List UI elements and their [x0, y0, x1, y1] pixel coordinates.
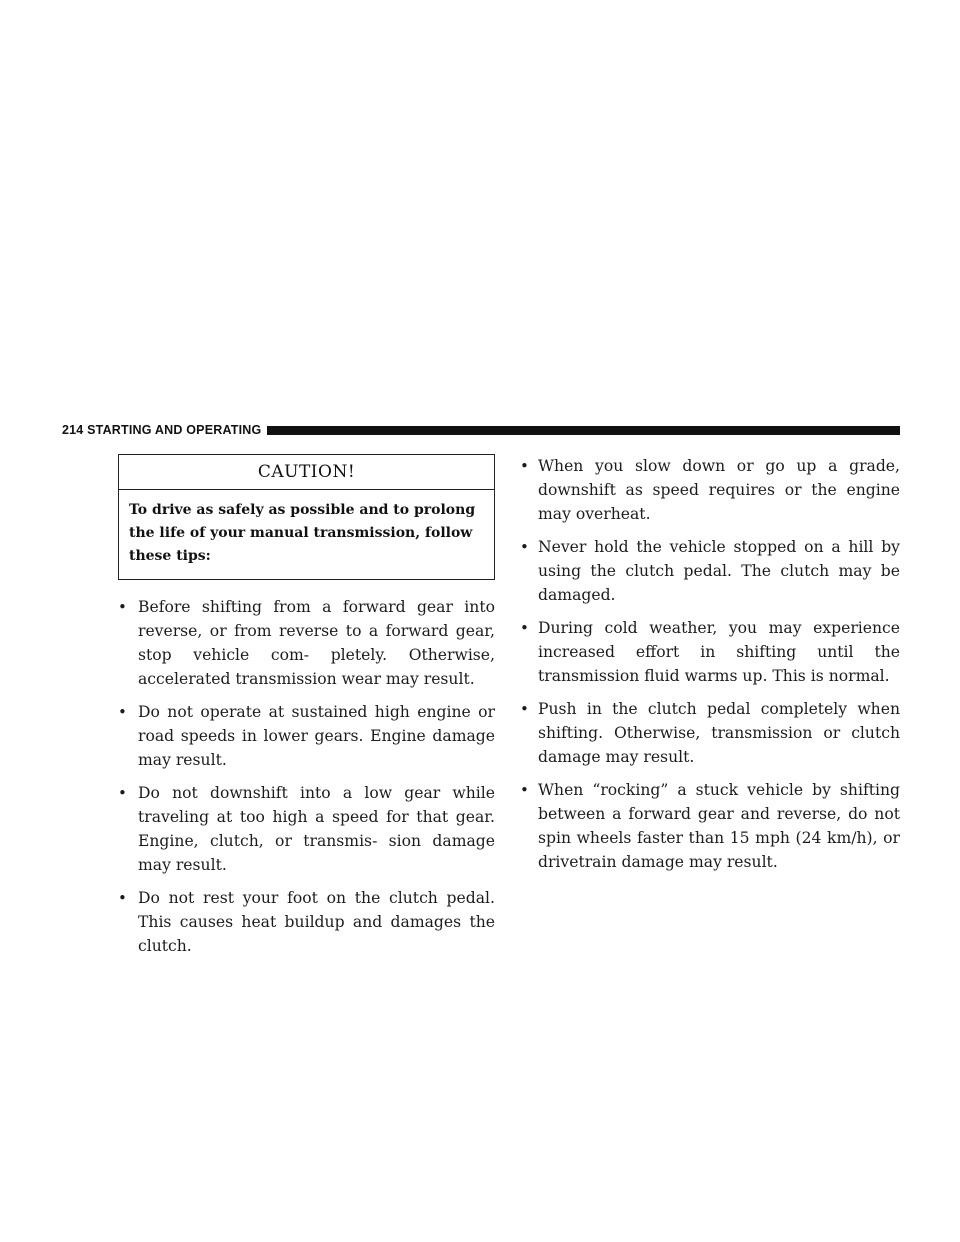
list-item-text: When “rocking” a stuck vehicle by shifting between a forward gear and reverse, do not spin wheels faster than 15 mph (24 km/h), or drivetrain damage may result.	[538, 781, 900, 871]
bullet-icon: •	[520, 457, 529, 475]
list-item-text: When you slow down or go up a grade, downshift as speed requires or the engine may overheat.	[538, 457, 900, 523]
bullet-icon: •	[118, 703, 127, 721]
bullet-icon: •	[520, 538, 529, 556]
caution-title: CAUTION!	[119, 455, 494, 490]
list-item	[118, 781, 495, 877]
caution-body: To drive as safely as possible and to prolong the life of your manual transmission, follow these tips:	[129, 502, 476, 564]
left-bullet-list	[118, 595, 495, 958]
right-column	[519, 454, 900, 883]
list-item	[118, 595, 495, 691]
list-item	[519, 616, 900, 688]
bullet-icon: •	[520, 619, 529, 637]
page-header	[62, 423, 900, 437]
list-item-text: Do not operate at sustained high engine or road speeds in lower gears. Engine damage may result.	[138, 703, 495, 769]
list-item	[519, 535, 900, 607]
list-item-text: Do not rest your foot on the clutch pedal. This causes heat buildup and damages the clutch.	[138, 889, 495, 955]
list-item	[519, 778, 900, 874]
bullet-icon: •	[118, 889, 127, 907]
bullet-icon: •	[118, 784, 127, 802]
header-rule	[267, 426, 900, 435]
list-item	[118, 700, 495, 772]
list-item	[519, 697, 900, 769]
list-item-text: Never hold the vehicle stopped on a hill by using the clutch pedal. The clutch may be damaged.	[538, 538, 900, 604]
list-item-text: Do not downshift into a low gear while traveling at too high a speed for that gear. Engine, clutch, or transmis- sion damage may result.	[138, 784, 495, 874]
caution-box	[118, 454, 495, 580]
bullet-icon: •	[520, 700, 529, 718]
list-item	[519, 454, 900, 526]
bullet-icon: •	[118, 598, 127, 616]
page-number-section-title: 214 STARTING AND OPERATING	[62, 423, 262, 437]
list-item-text: Push in the clutch pedal completely when shifting. Otherwise, transmission or clutch damage may result.	[538, 700, 900, 766]
list-item	[118, 886, 495, 958]
list-item-text: Before shifting from a forward gear into reverse, or from reverse to a forward gear, stop vehicle com- pletely. Otherwise, accelerated transmission wear may result.	[138, 598, 495, 688]
left-column	[118, 454, 495, 967]
bullet-icon: •	[520, 781, 529, 799]
right-bullet-list	[519, 454, 900, 874]
list-item-text: During cold weather, you may experience increased effort in shifting until the transmission fluid warms up. This is normal.	[538, 619, 900, 685]
